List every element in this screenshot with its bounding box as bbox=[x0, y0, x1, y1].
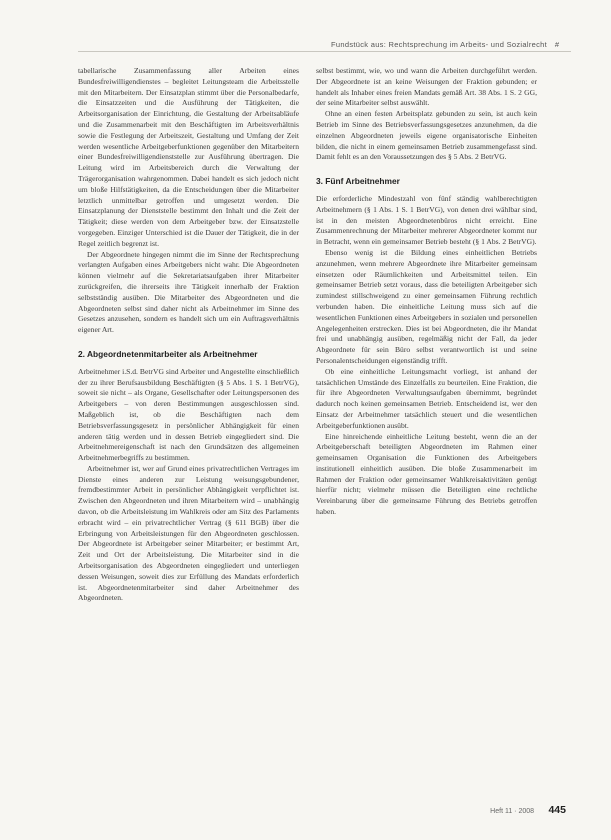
paragraph: Arbeitnehmer ist, wer auf Grund eines privatrechtlichen Vertrages im Dienste eines anderen zur Leistung weisungsgebundener, fremdbestimmter Arbeit in persönlicher Abhängigkeit verpflichtet ist. Zwischen den Abgeordneten und ihren Mitarbeitern wird – unabhängig davon, ob die Arbeitsleistung im Wahlkreis oder am Sitz des Parlaments erbracht wird – ein privatrechtlicher Vertrag (§ 611 BGB) über die Erbringung von Arbeitsleistungen für den Abgeordneten geschlossen. Der Abgeordnete ist Arbeitgeber seiner Mitarbeiter; er bestimmt Art, Zeit und Ort der Arbeitsleistung. Die Mitarbeiter sind in die Arbeitsorganisation des Abgeordneten eingegliedert und unterliegen dessen Weisungen, soweit dies zur Erfüllung des Mandats erforderlich ist. Abgeordnetenmitarbeiter sind daher Arbeitnehmer des Abgeordneten. bbox=[78, 463, 299, 603]
paragraph: Die erforderliche Mindestzahl von fünf ständig wahlberechtigten Arbeitnehmern (§ 1 Abs. 1 S. 1 BetrVG), von denen drei wählbar sind, ist in den meisten Abgeordnetenbüros nicht erreicht. Eine Zusammenrechnung der Mitarbeiter mehrerer Abgeordneter kommt nur in Betracht, wenn ein gemeinsamer Betrieb besteht (§ 1 Abs. 2 BetrVG). bbox=[316, 193, 537, 247]
left-column bbox=[78, 66, 299, 604]
section-heading: 2. Abgeordnetenmitarbeiter als Arbeitnehmer bbox=[78, 348, 258, 359]
section-heading: 3. Fünf Arbeitnehmer bbox=[316, 176, 400, 187]
page-footer bbox=[490, 800, 566, 818]
paragraph: Arbeitnehmer i.S.d. BetrVG sind Arbeiter und Angestellte einschließlich der zu ihrer Berufsausbildung Beschäftigten (§ 5 Abs. 1 S. 1 BetrVG), soweit sie nicht – als Organe, Gesellschafter oder Leitungspersonen des Arbeitgebers – von deren Bestimmungen ausgeschlossen sind. Maßgeblich ist, ob die Beschäftigten nach dem Betriebsverfassungsgesetz in persönlicher Abhängigkeit für einen anderen tätig werden und in dessen Betrieb eingegliedert sind. Die Arbeitnehmereigenschaft ist nach den Grundsätzen des allgemeinen Arbeitnehmerbegriffs zu bestimmen. bbox=[78, 366, 299, 463]
header-rule bbox=[78, 51, 571, 52]
paragraph: Ob eine einheitliche Leitungsmacht vorliegt, ist anhand der tatsächlichen Umstände des Einzelfalls zu beurteilen. Eine Fraktion, die für ihre Abgeordneten Verwaltungsaufgaben übernimmt, begründet dadurch noch keinen gemeinsamen Betrieb. Entscheidend ist, wer den Einsatz der Arbeitnehmer tatsächlich steuert und die wesentlichen Arbeitgeberfunktionen ausübt. bbox=[316, 366, 537, 430]
right-column bbox=[316, 66, 537, 518]
paragraph: Der Abgeordnete hingegen nimmt die im Sinne der Rechtsprechung verlangten Aufgaben eines Arbeitgebers nicht wahr. Die Abgeordneten können vielmehr auf die Sekretariatsaufgaben ihrer Mitarbeiter zurückgreifen, die ihrerseits ihre Tätigkeit innerhalb der Fraktion selbstständig ausüben. Die Mitarbeiter des Abgeordneten und die Abgeordneten selbst sind daher nicht als Arbeitnehmer im Sinne des Gesetzes anzusehen, sondern es handelt sich um ein Auftragsverhältnis eigener Art. bbox=[78, 249, 299, 335]
running-head: Fundstück aus: Rechtsprechung im Arbeits- und Sozialrecht bbox=[331, 40, 547, 49]
paragraph: selbst bestimmt, wie, wo und wann die Arbeiten durchgeführt werden. Der Abgeordnete ist an keine Weisungen der Fraktion gebunden; er handelt als Inhaber eines freien Mandats gemäß Art. 38 Abs. 1 S. 2 GG, der seine Mitarbeiter selbst auswählt. bbox=[316, 66, 537, 108]
page-marker: # bbox=[554, 40, 559, 49]
issue-label: Heft 11 · 2008 bbox=[490, 808, 535, 815]
page-number: 445 bbox=[548, 804, 566, 816]
paragraph: tabellarische Zusammenfassung aller Arbeiten eines Bundesfreiwilligendienstes – begleitet Leitungsteam die Arbeitsstelle mit den Mitarbeitern. Der Einsatzplan stimmt über die Personalbedarfe, die Einsatzzeiten und die Ausführung der Tätigkeiten, die Arbeitsorganisation der Einrichtung, die Gestaltung der Arbeitsabläufe und die Zusammenarbeit mit den Beschäftigten im Arbeitsverhältnis sowie die Festlegung der Arbeitszeit, Gestaltung und Umfang der Zeit werden wesentliche Arbeitgeberfunktionen gegenüber den Mitarbeitern einer Bundesfreiwilligendienststelle zur Ausführung übertragen. Die Leitung wird im Arbeitsbereich durch die Verwaltung der Trägerorganisation wahrgenommen. Dabei handelt es sich jedoch nicht um bloße Hilfstätigkeiten, da die Entscheidungen über die Mitarbeiter letztlich unmittelbar getroffen und umgesetzt werden. Die Einsatzplanung der Dienststelle bestimmt den Inhalt und die Zeit der Tätigkeit; diese werden von dem Arbeitgeber bzw. der Einsatzstelle vorgegeben. Einziger Unterschied ist die Dauer der Tätigkeit, die in der Regel zeitlich begrenzt ist. bbox=[78, 66, 299, 248]
page-header bbox=[0, 0, 611, 56]
paragraph: Ohne an einen festen Arbeitsplatz gebunden zu sein, ist auch kein Betrieb im Sinne des Betriebsverfassungsgesetzes anzunehmen, da die einzelnen Abgeordneten jeweils eigene organisatorische Einheiten bilden, die nicht in einem gemeinsamen Betrieb zusammengefasst sind. Damit fehlt es an den Voraussetzungen des § 5 Abs. 2 BetrVG. bbox=[316, 109, 537, 162]
paragraph: Eine hinreichende einheitliche Leitung besteht, wenn die an der Arbeitgeberschaft beteiligten Abgeordneten im Rahmen einer gemeinsamen Organisation die Funktionen des Arbeitgebers institutionell einheitlich ausüben. Die bloße Zusammenarbeit im Rahmen der Fraktion oder gemeinsamer Wahlkreisaktivitäten genügt hierfür nicht; vielmehr müssen die Beteiligten eine rechtliche Vereinbarung über die gemeinsame Führung des Betriebs getroffen haben. bbox=[316, 431, 537, 517]
paragraph: Ebenso wenig ist die Bildung eines einheitlichen Betriebs anzunehmen, wenn mehrere Abgeordnete ihre Mitarbeiter gemeinsam einsetzen oder Räumlichkeiten und Arbeitsmittel teilen. Ein gemeinsamer Betrieb setzt voraus, dass die beteiligten Arbeitgeber sich zumindest stillschweigend zu einer gemeinsamen Führung rechtlich verbunden haben. Die einheitliche Leitung muss sich auf die wesentlichen Funktionen eines Arbeitgebers in sozialen und personellen Angelegenheiten erstrecken. Dies ist bei Abgeordneten, die ihr Mandat frei und unabhängig ausüben, regelmäßig nicht der Fall, da jeder Abgeordnete für sein Büro selbst verantwortlich ist und seine Personalentscheidungen eigenständig trifft. bbox=[316, 247, 537, 365]
